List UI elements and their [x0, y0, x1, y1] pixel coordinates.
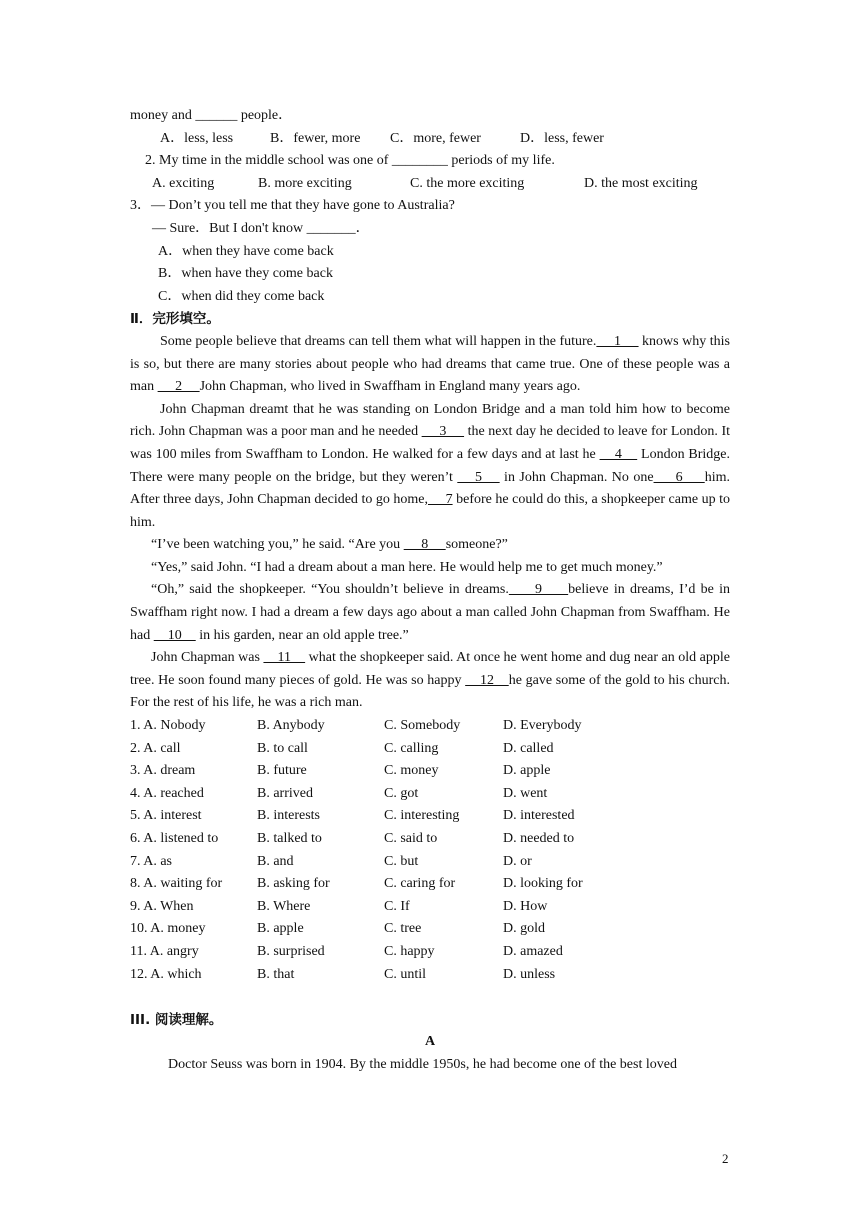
- blank-12: 12: [465, 672, 509, 688]
- cloze-option-row: [130, 851, 730, 874]
- cloze-option: 4. A. reached: [130, 785, 204, 801]
- cloze-option: C. but: [384, 853, 419, 869]
- q2-stem: 2. My time in the middle school was one of ________ periods of my life.: [145, 153, 555, 169]
- blank-2: 2: [157, 379, 200, 395]
- passage-paragraph-5: “Oh,” said the shopkeeper. “You shouldn’t believe in dreams. 9 believe in dreams, I’d be in Swaffham right now. I had a dream a few days ago about a man called John Chapman from Swaffham. He had 10 in his garden, near an old apple tree.”: [130, 582, 730, 643]
- q1-option-a: A．less, less: [160, 130, 234, 146]
- cloze-option: D. called: [503, 740, 554, 756]
- cloze-option: C. If: [384, 898, 410, 914]
- q1-option-d: D．less, fewer: [520, 130, 604, 146]
- passage-a-text: Doctor Seuss was born in 1904. By the middle 1950s, he had become one of the best loved: [168, 1056, 677, 1072]
- cloze-option-row: [130, 918, 730, 941]
- q1-options: [130, 128, 730, 151]
- cloze-option: C. Somebody: [384, 718, 461, 734]
- cloze-option: B. future: [257, 763, 307, 779]
- passage-a-label: A: [424, 1034, 436, 1050]
- cloze-option: D. looking for: [503, 876, 583, 892]
- cloze-option: D. Everybody: [503, 718, 582, 734]
- q2-option-d: D. the most exciting: [584, 175, 698, 191]
- cloze-option-row: [130, 873, 730, 896]
- cloze-option: B. interests: [257, 808, 320, 824]
- cloze-option: C. interesting: [384, 808, 460, 824]
- cloze-option-row: [130, 828, 730, 851]
- cloze-option: D. amazed: [503, 943, 563, 959]
- q2-option-c: C. the more exciting: [410, 175, 525, 191]
- blank-11: 11: [263, 650, 306, 666]
- cloze-option: 2. A. call: [130, 740, 181, 756]
- cloze-option: D. gold: [503, 921, 545, 937]
- cloze-option: 10. A. money: [130, 921, 206, 937]
- cloze-option: B. surprised: [257, 943, 325, 959]
- cloze-option: B. that: [257, 966, 295, 982]
- cloze-option: D. apple: [503, 763, 551, 779]
- section-title-cloze: Ⅱ．完形填空。: [130, 311, 220, 328]
- cloze-option: 7. A. as: [130, 853, 172, 869]
- blank-3: 3: [421, 424, 465, 440]
- passage-paragraph-3: “I’ve been watching you,” he said. “Are you 8 someone?”: [151, 537, 508, 553]
- cloze-options-list: [130, 715, 730, 986]
- cloze-option: C. caring for: [384, 876, 456, 892]
- cloze-option: B. to call: [257, 740, 308, 756]
- cloze-option: 6. A. listened to: [130, 831, 219, 846]
- cloze-option: 5. A. interest: [130, 808, 202, 824]
- q2-option-a: A. exciting: [152, 175, 215, 191]
- cloze-option-row: [130, 738, 730, 761]
- cloze-option-row: [130, 805, 730, 828]
- cloze-option: D. unless: [503, 966, 556, 982]
- cloze-option: B. asking for: [257, 876, 330, 892]
- spacer: [130, 986, 730, 1009]
- cloze-option: C. until: [384, 966, 427, 982]
- q3-option-b: B．when have they come back: [158, 266, 333, 282]
- cloze-option: C. got: [384, 785, 419, 801]
- cloze-option: D. went: [503, 785, 548, 801]
- cloze-option: 12. A. which: [130, 966, 202, 982]
- blank-10: 10: [153, 627, 196, 643]
- passage-paragraph-4: “Yes,” said John. “I had a dream about a man here. He would help me to get much money.”: [151, 559, 663, 575]
- cloze-option: D. or: [503, 853, 532, 869]
- cloze-option: C. happy: [384, 943, 435, 959]
- q1-option-c: C．more, fewer: [390, 130, 481, 146]
- cloze-option: B. arrived: [257, 785, 313, 801]
- document-page: [130, 105, 730, 1077]
- cloze-option: D. needed to: [503, 831, 575, 846]
- cloze-option-row: [130, 715, 730, 738]
- q2-options: [130, 173, 730, 196]
- cloze-option: 11. A. angry: [130, 943, 199, 959]
- cloze-option: D. How: [503, 898, 548, 914]
- cloze-option: B. apple: [257, 921, 304, 937]
- cloze-option: B. Where: [257, 898, 311, 914]
- blank-1: 1: [596, 333, 639, 349]
- cloze-option: 3. A. dream: [130, 763, 196, 779]
- cloze-option: B. Anybody: [257, 718, 325, 734]
- q3-option-a: A．when they have come back: [158, 243, 334, 259]
- blank-9: 9: [508, 582, 569, 598]
- q1-option-b: B．fewer, more: [270, 130, 361, 146]
- cloze-option-row: [130, 760, 730, 783]
- passage-paragraph-1: Some people believe that dreams can tell them what will happen in the future. 1 knows why this is so, but there are many stories about people who had dreams that came true. One of these people was a man 2 John Chapman, who lived in Swaffham in England many years ago.: [130, 333, 730, 395]
- cloze-option: B. talked to: [257, 831, 322, 846]
- q3-stem: 3．— Don’t you tell me that they have gone to Australia?: [130, 198, 455, 214]
- page-number: 2: [722, 1151, 729, 1166]
- cloze-option: 9. A. When: [130, 898, 194, 914]
- q3-reply: — Sure．But I don't know _______．: [152, 220, 370, 236]
- cloze-option-row: [130, 783, 730, 806]
- q2-option-b: B. more exciting: [258, 175, 352, 191]
- q1-tail-line: money and ______ people．: [130, 108, 293, 123]
- blank-5: 5: [457, 469, 500, 485]
- blank-7: 7: [427, 492, 453, 508]
- blank-6: 6: [653, 469, 705, 485]
- cloze-option-row: [130, 964, 730, 987]
- passage-paragraph-6: John Chapman was 11 what the shopkeeper said. At once he went home and dug near an old apple tree. He soon found many pieces of gold. He was so happy 12 he gave some of the gold to his church. For the rest of his life, he was a rich man.: [130, 650, 730, 711]
- cloze-option-row: [130, 896, 730, 919]
- cloze-option: C. said to: [384, 831, 438, 846]
- q3-option-c: C．when did they come back: [158, 288, 325, 304]
- section-title-reading: III. 阅读理解。: [130, 1011, 223, 1028]
- cloze-option: D. interested: [503, 808, 575, 824]
- cloze-option: 8. A. waiting for: [130, 876, 223, 892]
- cloze-option-row: [130, 941, 730, 964]
- passage-paragraph-2: John Chapman dreamt that he was standing on London Bridge and a man told him how to become rich. John Chapman was a poor man and he needed 3 the next day he decided to leave for London. It was 100 miles from Swaffham to London. He walked for a few days and at last he 4 London Bridge. There were many people on the bridge, but they weren’t 5 in John Chapman. No one 6 him. After three days, John Chapman decided to go home, 7 before he could do this, a shopkeeper came up to him.: [130, 401, 731, 530]
- blank-8: 8: [403, 537, 446, 553]
- blank-4: 4: [599, 446, 638, 462]
- cloze-option: C. tree: [384, 921, 422, 937]
- cloze-option: C. calling: [384, 740, 439, 756]
- cloze-option: B. and: [257, 853, 294, 869]
- cloze-option: C. money: [384, 763, 439, 779]
- cloze-option: 1. A. Nobody: [130, 718, 206, 734]
